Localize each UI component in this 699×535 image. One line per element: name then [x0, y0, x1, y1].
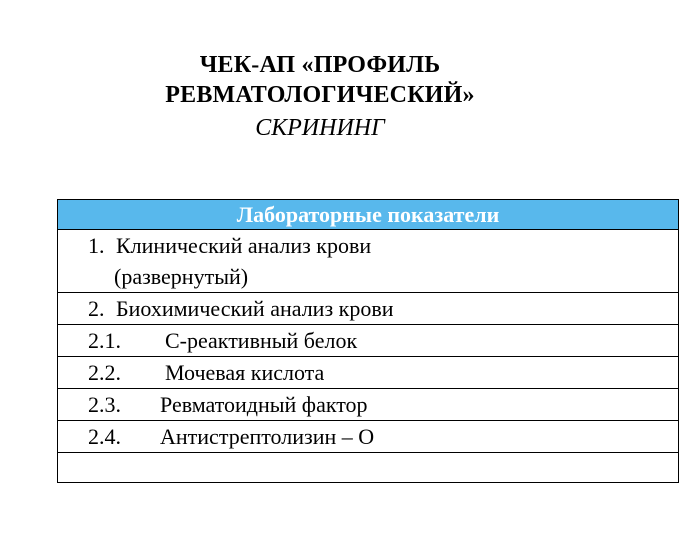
- table-row: [58, 325, 679, 357]
- lab-indicators-table: [57, 199, 679, 483]
- row-number: 2.2.: [88, 360, 121, 385]
- document-title-block: [0, 50, 640, 144]
- table-cell: [58, 293, 679, 325]
- row-text: Ревматоидный фактор: [160, 392, 368, 417]
- row-text: Клинический анализ крови: [116, 233, 372, 258]
- table-header: Лабораторные показатели: [58, 200, 679, 230]
- table-cell: [58, 421, 679, 453]
- row-text: С-реактивный белок: [165, 328, 358, 353]
- table-row: [58, 230, 679, 293]
- table-header-row: [58, 200, 679, 230]
- table-cell: [58, 357, 679, 389]
- subtitle: СКРИНИНГ: [255, 115, 385, 141]
- table-cell: [58, 325, 679, 357]
- title-line-2: РЕВМАТОЛОГИЧЕСКИЙ»: [165, 82, 475, 108]
- table-cell: [58, 389, 679, 421]
- row-number: 1.: [88, 233, 105, 258]
- table-row-empty: [58, 453, 679, 483]
- empty-cell: [58, 453, 679, 483]
- row-text-continuation: (развернутый): [114, 264, 249, 289]
- row-text: Биохимический анализ крови: [116, 296, 394, 321]
- table-row: [58, 389, 679, 421]
- table-cell: [58, 230, 679, 293]
- row-number: 2.1.: [88, 328, 121, 353]
- table-row: [58, 293, 679, 325]
- title-line-1: ЧЕК-АП «ПРОФИЛЬ: [199, 52, 441, 78]
- row-number: 2.3.: [88, 392, 121, 417]
- table-row: [58, 357, 679, 389]
- row-text: Антистрептолизин – О: [160, 424, 375, 449]
- row-number: 2.4.: [88, 424, 121, 449]
- row-text: Мочевая кислота: [165, 360, 325, 385]
- row-number: 2.: [88, 296, 105, 321]
- table-row: [58, 421, 679, 453]
